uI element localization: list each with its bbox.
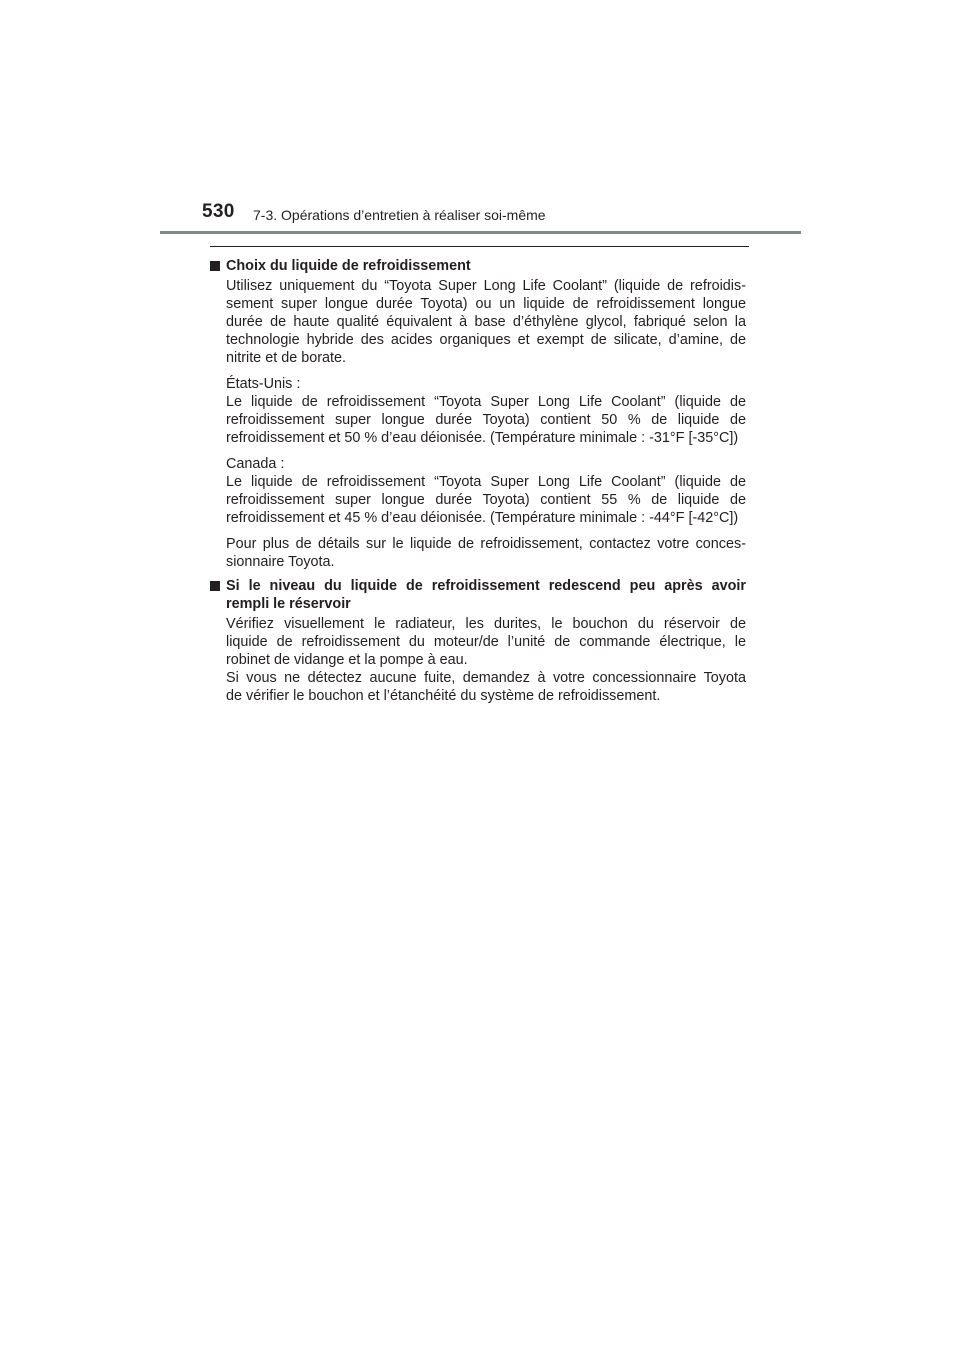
- text-line: Le liquide de refroidissement “Toyota Super Long Life Coolant” (liquide de: [226, 474, 746, 490]
- text-line: technologie hybride des acides organiques et exempt de silicate, d’amine, de: [226, 332, 746, 348]
- text-line: Pour plus de détails sur le liquide de refroidissement, contactez votre conces-: [226, 536, 746, 552]
- text-line: refroidissement et 50 % d’eau déionisée. (Température minimale : -31°F [-35°C]): [226, 430, 739, 446]
- section-heading: [210, 257, 746, 275]
- text-line: Canada :: [226, 456, 285, 472]
- heading-line: Si le niveau du liquide de refroidissement redescend peu après avoir: [226, 578, 746, 594]
- paragraph: [210, 277, 746, 367]
- text-line: refroidissement super longue durée Toyota) contient 55 % de liquide de: [226, 492, 746, 508]
- text-line: nitrite et de borate.: [226, 350, 346, 366]
- text-line: refroidissement et 45 % d’eau déionisée. (Température minimale : -44°F [-42°C]): [226, 510, 739, 526]
- paragraph: [210, 375, 746, 447]
- text-line: de vérifier le bouchon et l’étanchéité du système de refroidissement.: [226, 688, 661, 704]
- section-coolant-choice: [210, 257, 746, 571]
- text-line: durée de haute qualité équivalent à base d’éthylène glycol, fabriqué selon la: [226, 314, 746, 330]
- heading-line: rempli le réservoir: [226, 596, 351, 612]
- text-line: sionnaire Toyota.: [226, 554, 335, 570]
- heading-line: Choix du liquide de refroidissement: [226, 258, 471, 274]
- header-rule: [160, 231, 801, 234]
- section-coolant-level-drop: [210, 577, 746, 705]
- page-number: 530: [202, 201, 235, 222]
- square-bullet-icon: [210, 581, 220, 591]
- text-line: États-Unis :: [226, 376, 301, 392]
- text-line: robinet de vidange et la pompe à eau.: [226, 652, 468, 668]
- text-line: Si vous ne détectez aucune fuite, demandez à votre concessionnaire Toyota: [226, 670, 746, 686]
- text-line: liquide de refroidissement du moteur/de l’unité de commande électrique, le: [226, 634, 746, 650]
- paragraph: [210, 615, 746, 705]
- text-line: sement super longue durée Toyota) ou un liquide de refroidissement longue: [226, 296, 746, 312]
- text-line: Vérifiez visuellement le radiateur, les durites, le bouchon du réservoir de: [226, 616, 746, 632]
- paragraph: [210, 535, 746, 571]
- square-bullet-icon: [210, 261, 220, 271]
- page-content: [210, 257, 746, 711]
- text-line: refroidissement super longue durée Toyota) contient 50 % de liquide de: [226, 412, 746, 428]
- section-heading: [210, 577, 746, 613]
- chapter-title: 7-3. Opérations d’entretien à réaliser soi-même: [253, 207, 546, 223]
- section-rule: [210, 246, 749, 247]
- text-line: Le liquide de refroidissement “Toyota Super Long Life Coolant” (liquide de: [226, 394, 746, 410]
- paragraph: [210, 455, 746, 527]
- text-line: Utilisez uniquement du “Toyota Super Long Life Coolant” (liquide de refroidis-: [226, 278, 746, 294]
